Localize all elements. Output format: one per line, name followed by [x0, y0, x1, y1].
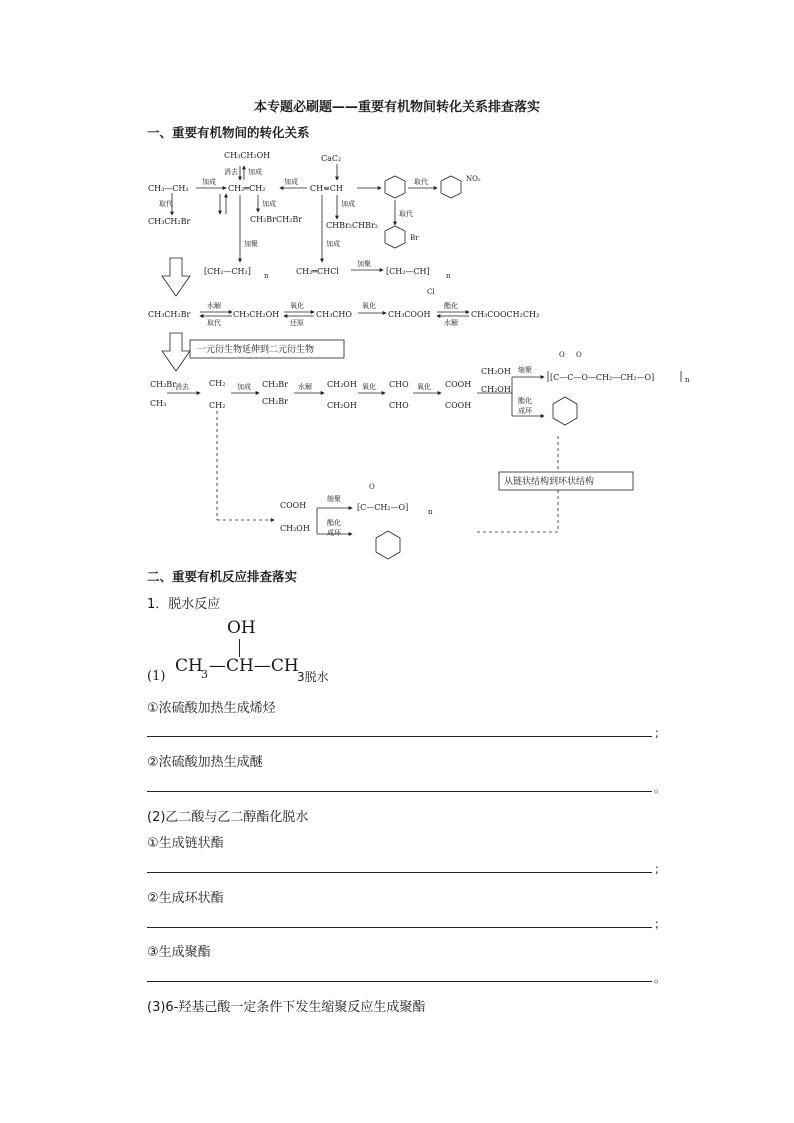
s-o-1: O: [559, 351, 565, 359]
s-cyclize: 成环: [518, 407, 532, 415]
elim-label: 消去: [224, 168, 238, 176]
s-cho-b: CHO: [389, 401, 409, 410]
item-ether: ②浓硫酸加热生成醚: [147, 755, 263, 770]
polymerize-label: 加聚: [244, 240, 258, 248]
b-cooh: COOH: [280, 501, 307, 510]
oh-label: OH: [227, 618, 256, 638]
chain-ethanol: CH₃CH₂OH: [233, 310, 280, 319]
item-2-heading: (2)乙二酸与乙二醇酯化脱水: [147, 810, 309, 825]
dibromoethane-label: CH₂BrCH₂Br: [250, 215, 303, 224]
b-cyclize: 成环: [327, 529, 341, 537]
ethene-label: CH₂═CH₂: [228, 184, 266, 193]
hydrolysis-label: 水解: [207, 302, 221, 310]
answer-line-chain-ester[interactable]: [147, 872, 652, 873]
s-ch2oh-d: CH₂OH: [481, 385, 511, 394]
br-label: Br: [410, 234, 419, 242]
hydrolysis-label-2: 水解: [444, 319, 458, 327]
subst-label: 取代: [414, 178, 428, 186]
s-ch2oh-a: CH₂OH: [327, 380, 357, 389]
s-cooh-b: COOH: [445, 401, 472, 410]
formula-tail: 3脱水: [297, 670, 329, 684]
s-ch2br-2a: CH₂Br: [262, 380, 289, 389]
box-chain-to-ring: 从链状结构到环状结构: [504, 477, 595, 487]
s-o-2: O: [576, 351, 582, 359]
box-derivative-extension: 一元衍生物延伸到二元衍生物: [197, 345, 315, 355]
punct-5: 。: [654, 971, 667, 985]
s-oxidation: 氧化: [362, 383, 376, 391]
formula-ch3-left: CH: [175, 656, 203, 676]
s-ch2br: CH₂Br: [150, 380, 177, 389]
b-condense: 缩聚: [327, 495, 341, 503]
answer-line-polyester[interactable]: [147, 981, 652, 982]
chain-ester: CH₃COOCH₂CH₃: [471, 310, 540, 319]
add-label-5: 加成: [341, 200, 355, 208]
item-alkene: ①浓硫酸加热生成烯烃: [147, 701, 276, 716]
item-ring-ester: ②生成环状酯: [147, 891, 224, 906]
reduction-label: 还原: [290, 319, 304, 327]
oxidation-label: 氧化: [290, 302, 304, 310]
ethanol-label: CH₃CH₂OH: [224, 151, 271, 160]
s-add: 加成: [237, 383, 251, 391]
s-ch2-bottom: CH₂: [209, 401, 226, 410]
ethane-label: CH₃—CH₃: [148, 184, 189, 193]
bond-vertical: [239, 639, 240, 657]
vinylchloride-label: CH₂═CHCl: [296, 267, 339, 276]
punct-4: ；: [654, 917, 667, 931]
item-polyester: ③生成聚酯: [147, 945, 211, 960]
punct-3: ；: [654, 862, 667, 876]
chain-acetic: CH₃COOH: [388, 310, 431, 319]
punct-2: 。: [654, 781, 667, 795]
polymerize-label-2: 加聚: [357, 260, 371, 268]
answer-line-ring-ester[interactable]: [147, 927, 652, 928]
s-oxidation-2: 氧化: [417, 383, 431, 391]
answer-line-ether[interactable]: [147, 791, 652, 792]
s-ch3: CH₃: [150, 399, 167, 408]
oxidation-label-2: 氧化: [362, 302, 376, 310]
item-3: (3)6-羟基己酸一定条件下发生缩聚反应生成聚酯: [147, 1000, 426, 1015]
s-n: n: [685, 376, 690, 384]
s-cooh-a: COOH: [445, 380, 472, 389]
section-heading-1: 一、重要有机物间的转化关系: [147, 125, 310, 140]
s-cho-a: CHO: [389, 380, 409, 389]
s-hydrolysis: 水解: [298, 383, 312, 391]
add-label: 加成: [248, 168, 262, 176]
s-elim: 消去: [175, 383, 189, 391]
subst-label-3: 取代: [399, 210, 413, 218]
n-label: n: [264, 272, 269, 280]
b-esterify: 酯化: [327, 519, 341, 527]
chain-acetaldehyde: CH₃CHO: [316, 310, 352, 319]
add-label-6: 加成: [326, 240, 340, 248]
formula-sub3: 3: [201, 668, 208, 681]
b-o: O: [369, 483, 375, 491]
tetrabromo-label: CHBr₂CHBr₂: [326, 221, 379, 230]
subst-label-2: 取代: [159, 200, 173, 208]
add-label-4: 加成: [262, 200, 276, 208]
add-label-2: 加成: [202, 178, 216, 186]
isopropanol-formula: [147, 618, 367, 688]
esterify-label: 酯化: [444, 302, 458, 310]
cl-label: Cl: [427, 288, 435, 296]
no2-label: NO₂: [466, 175, 481, 183]
substitution-label: 取代: [207, 319, 221, 327]
answer-line-alkene[interactable]: [147, 736, 652, 737]
formula-mid: —CH—CH: [209, 656, 299, 676]
question-1-heading: 1．脱水反应: [147, 597, 221, 612]
s-ch2-top: CH₂: [209, 379, 226, 388]
add-label-3: 加成: [284, 178, 298, 186]
punct-1: ；: [654, 726, 667, 740]
chain-bromoethane: CH₃CH₂Br: [148, 310, 191, 319]
b-ch2oh: CH₂OH: [280, 524, 310, 533]
s-esterify: 酯化: [518, 397, 532, 405]
item-chain-ester: ①生成链状酯: [147, 836, 224, 851]
pvc-label: [CH₂—CH]: [386, 267, 430, 276]
page-title: 本专题必刷题——重要有机物间转化关系排查落实: [253, 100, 540, 115]
n-label-2: n: [446, 272, 451, 280]
s-condense: 缩聚: [518, 366, 532, 374]
section-heading-2: 二、重要有机反应排查落实: [147, 569, 298, 584]
s-ch2br-2b: CH₂Br: [262, 397, 289, 406]
bromoethane-label: CH₃CH₂Br: [148, 217, 191, 226]
q1-1-label: (1): [147, 669, 166, 684]
polyethene-label: [CH₂—CH₂]: [204, 267, 251, 276]
s-ch2oh-c: CH₂OH: [481, 367, 511, 376]
cac2-label: CaC₂: [321, 154, 342, 163]
s-polyester: [C—C—O—CH₂—CH₂—O]: [550, 373, 655, 382]
b-n: n: [428, 508, 433, 516]
s-ch2oh-b: CH₂OH: [327, 401, 357, 410]
acetylene-label: CH≡CH: [310, 184, 343, 193]
b-polyglycolide: [C—CH₂—O]: [357, 503, 409, 512]
